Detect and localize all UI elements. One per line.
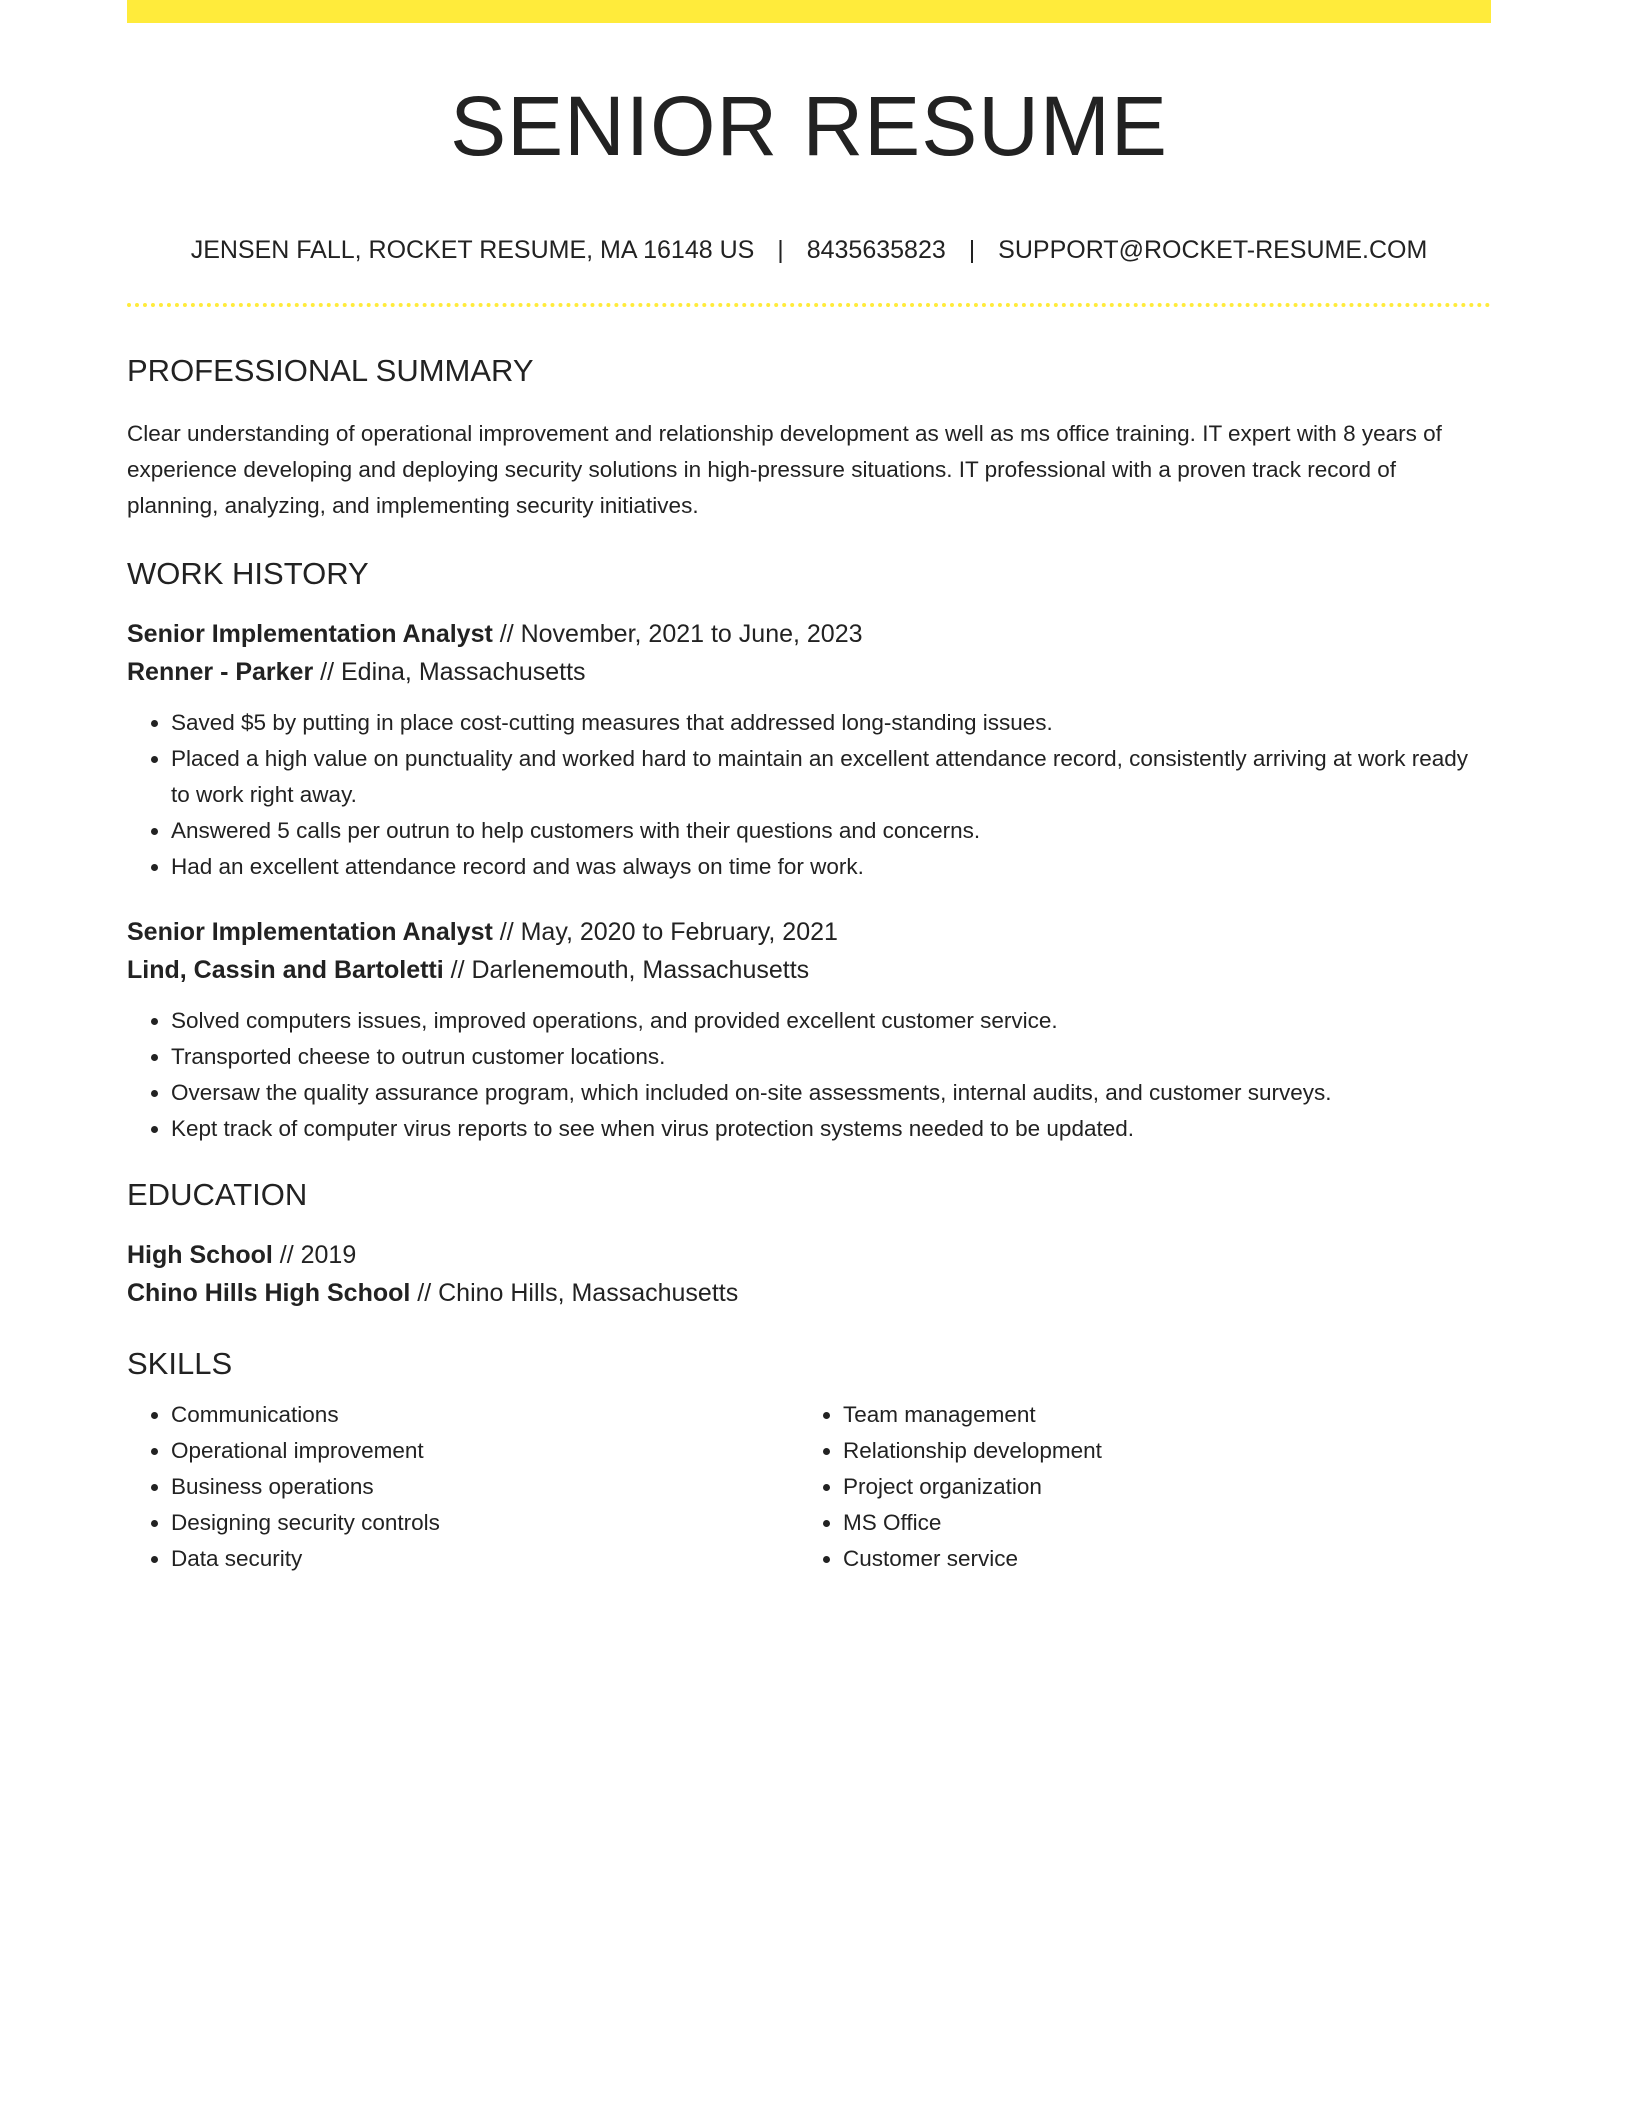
skills-column-left (127, 1397, 799, 1577)
education-school-line (127, 1274, 1491, 1312)
education-location: // Chino Hills, Massachusetts (410, 1279, 739, 1307)
work-history-heading: WORK HISTORY (127, 556, 369, 591)
contact-line (127, 238, 1491, 263)
job-location: // Darlenemouth, Massachusetts (443, 956, 810, 984)
skills-list (799, 1397, 1471, 1577)
skill-item: • Business operations (171, 1469, 799, 1505)
job-bullet: • Oversaw the quality assurance program, which included on-site assessments, internal audits, and customer surveys. (171, 1075, 1491, 1111)
job-bullet: • Had an excellent attendance record and was always on time for work. (171, 849, 1491, 885)
skill-item: • Team management (843, 1397, 1471, 1433)
education-entry (127, 1236, 1491, 1312)
job-bullets (127, 705, 1491, 885)
page-title: SENIOR RESUME (450, 79, 1168, 173)
job-bullet: • Saved $5 by putting in place cost-cutting measures that addressed long-standing issues. (171, 705, 1491, 741)
job-entry (127, 913, 1491, 1147)
contact-email: SUPPORT@ROCKET-RESUME.COM (998, 236, 1428, 264)
top-accent-bar (127, 0, 1491, 23)
dotted-divider (127, 303, 1491, 307)
skill-item: • Operational improvement (171, 1433, 799, 1469)
education-degree-line (127, 1236, 1491, 1274)
resume-page (127, 0, 1491, 1577)
education-degree: High School (127, 1241, 273, 1269)
job-company-line (127, 653, 1491, 691)
education-heading: EDUCATION (127, 1177, 308, 1212)
skills-heading: SKILLS (127, 1346, 233, 1381)
contact-phone: 8435635823 (806, 236, 946, 264)
skills-list (127, 1397, 799, 1577)
job-bullet: • Solved computers issues, improved operations, and provided excellent customer service. (171, 1003, 1491, 1039)
job-bullet: • Answered 5 calls per outrun to help customers with their questions and concerns. (171, 813, 1491, 849)
job-bullets (127, 1003, 1491, 1147)
skill-item: • Relationship development (843, 1433, 1471, 1469)
job-company: Renner - Parker (127, 658, 314, 686)
job-entry (127, 615, 1491, 885)
contact-separator: | (777, 236, 784, 264)
job-title: Senior Implementation Analyst (127, 620, 493, 648)
skills-grid (127, 1397, 1491, 1577)
job-dates: // November, 2021 to June, 2023 (492, 620, 863, 648)
skill-item: • Customer service (843, 1541, 1471, 1577)
job-location: // Edina, Massachusetts (313, 658, 586, 686)
contact-separator: | (968, 236, 976, 264)
job-dates: // May, 2020 to February, 2021 (492, 918, 838, 946)
skills-column-right (799, 1397, 1471, 1577)
skill-item: • Designing security controls (171, 1505, 799, 1541)
skill-item: • MS Office (843, 1505, 1471, 1541)
summary-heading: PROFESSIONAL SUMMARY (127, 353, 534, 388)
job-company-line (127, 951, 1491, 989)
job-bullet: • Kept track of computer virus reports to see when virus protection systems needed to be updated. (171, 1111, 1491, 1147)
job-bullet: • Transported cheese to outrun customer locations. (171, 1039, 1491, 1075)
job-company: Lind, Cassin and Bartoletti (127, 956, 444, 984)
skill-item: • Communications (171, 1397, 799, 1433)
skill-item: • Project organization (843, 1469, 1471, 1505)
job-title-line (127, 615, 1491, 653)
summary-text: Clear understanding of operational improvement and relationship development as well as ms office training. IT expert with 8 years of experience developing and deploying security solutions in high-pressure situations. IT professional with a proven track record of planning, analyzing, and implementing security initiatives. (127, 421, 1442, 518)
job-title: Senior Implementation Analyst (127, 918, 493, 946)
contact-address: JENSEN FALL, ROCKET RESUME, MA 16148 US (190, 236, 755, 264)
job-title-line (127, 913, 1491, 951)
skill-item: • Data security (171, 1541, 799, 1577)
job-bullet: • Placed a high value on punctuality and worked hard to maintain an excellent attendance record, consistently arriving at work ready to work right away. (171, 741, 1491, 813)
education-year: // 2019 (272, 1241, 357, 1269)
education-school: Chino Hills High School (127, 1279, 411, 1307)
